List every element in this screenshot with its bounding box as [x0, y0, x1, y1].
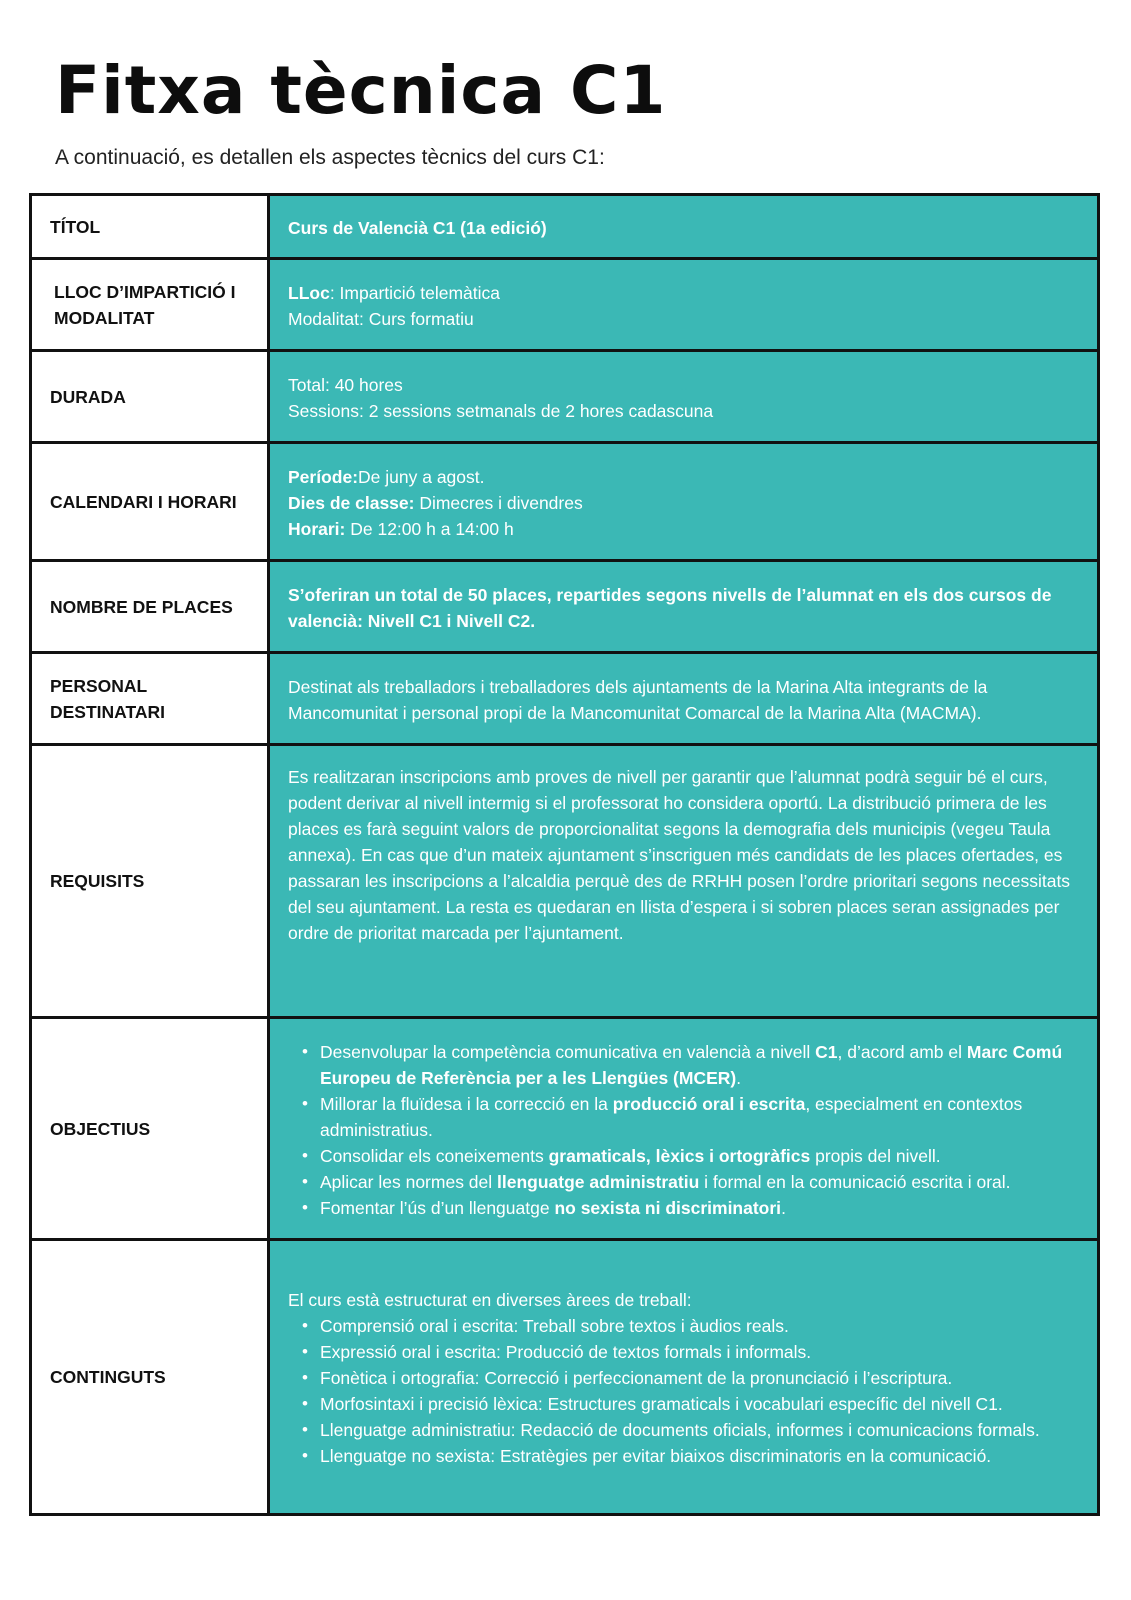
continguts-list [288, 1313, 1079, 1469]
list-item: • Desenvolupar la competència comunicativa en valencià a nivell C1, d’acord amb el Marc Comú Europeu de Referència per a les Llengües (MCER). [302, 1039, 1079, 1091]
row-value-lloc [270, 260, 1097, 349]
list-item: • Millorar la fluïdesa i la correcció en la producció oral i escrita, especialment en contextos administratius. [302, 1091, 1079, 1143]
row-value-requisits [270, 746, 1097, 1016]
row-personal [32, 654, 1097, 746]
list-item: • Expressió oral i escrita: Producció de textos formals i informals. [302, 1339, 1079, 1365]
row-value-durada [270, 352, 1097, 441]
list-item: • Llenguatge no sexista: Estratègies per evitar biaixos discriminatoris en la comunicació. [302, 1443, 1079, 1469]
continguts-intro: El curs està estructurat en diverses àrees de treball: [288, 1290, 692, 1310]
page-subtitle: A continuació, es detallen els aspectes tècnics del curs C1: [55, 146, 605, 169]
periode-line [288, 464, 1079, 490]
requisits-text: Es realitzaran inscripcions amb proves de nivell per garantir que l’alumnat podrà seguir bé el curs, podent derivar al nivell intermig si el professorat ho considera oportú. La distribució primera de les places es farà seguint valors de proporcionalitat segons la demografia dels municipis (vegeu Taula annexa). En cas que d’un mateix ajuntament s’inscriguen més candidats de les places ofertades, es passaran les inscripcions a l’alcaldia perquè des de RRHH posen l’ordre prioritari segons necessitats del seu ajuntament. La resta es quedaran en llista d’espera i si sobren places seran assignades per ordre de prioritat marcada per l’ajuntament. [288, 767, 1071, 943]
durada-sessions: Sessions: 2 sessions setmanals de 2 hores cadascuna [288, 400, 714, 421]
list-item: • Consolidar els coneixements gramaticals, lèxics i ortogràfics propis del nivell. [302, 1143, 1079, 1169]
row-value-objectius [270, 1019, 1097, 1238]
row-label-continguts: CONTINGUTS [32, 1241, 270, 1513]
row-objectius [32, 1019, 1097, 1241]
list-item: • Fomentar l’ús d’un llenguatge no sexista ni discriminatori. [302, 1195, 1079, 1221]
lloc-value: : Impartició telemàtica [329, 282, 501, 303]
dies-line [288, 490, 1079, 516]
list-item: • Morfosintaxi i precisió lèxica: Estructures gramaticals i vocabulari específic del nivell C1. [302, 1391, 1079, 1417]
lloc-line [288, 280, 1079, 306]
personal-text: Destinat als treballadors i treballadores dels ajuntaments de la Marina Alta integrants de la Mancomunitat i personal propi de la Mancomunitat Comarcal de la Marina Alta (MACMA). [288, 676, 988, 723]
dies-key: Dies de classe: [288, 492, 415, 513]
row-label-titol: TÍTOL [32, 196, 270, 257]
row-label-requisits: REQUISITS [32, 746, 270, 1016]
row-value-continguts [270, 1241, 1097, 1513]
course-title: Curs de Valencià C1 (1a edició) [288, 217, 547, 238]
horari-key: Horari: [288, 518, 346, 539]
row-label-calendari: CALENDARI I HORARI [32, 444, 270, 559]
lloc-key: LLoc [288, 282, 330, 303]
page-title: Fitxa tècnica C1 [55, 52, 667, 129]
durada-total: Total: 40 hores [288, 374, 403, 395]
row-titol [32, 196, 1097, 260]
places-text: S’oferiran un total de 50 places, repartides segons nivells de l’alumnat en els dos cursos de valencià: Nivell C1 i Nivell C2. [288, 584, 1052, 631]
row-durada [32, 352, 1097, 444]
row-places [32, 562, 1097, 654]
row-calendari [32, 444, 1097, 562]
row-value-titol [270, 196, 1097, 257]
row-value-calendari [270, 444, 1097, 559]
objectius-list [288, 1039, 1079, 1221]
row-continguts [32, 1241, 1097, 1513]
row-lloc [32, 260, 1097, 352]
row-label-personal: PERSONAL DESTINATARI [32, 654, 270, 743]
row-label-places: NOMBRE DE PLACES [32, 562, 270, 651]
list-item: • Aplicar les normes del llenguatge administratiu i formal en la comunicació escrita i oral. [302, 1169, 1079, 1195]
list-item: • Llenguatge administratiu: Redacció de documents oficials, informes i comunicacions formals. [302, 1417, 1079, 1443]
row-label-durada: DURADA [32, 352, 270, 441]
dies-value: Dimecres i divendres [414, 492, 583, 513]
list-item: • Comprensió oral i escrita: Treball sobre textos i àudios reals. [302, 1313, 1079, 1339]
horari-line [288, 516, 1079, 542]
technical-sheet-table [29, 193, 1100, 1516]
horari-value: De 12:00 h a 14:00 h [345, 518, 514, 539]
row-label-objectius: OBJECTIUS [32, 1019, 270, 1238]
modalitat-line: Modalitat: Curs formatiu [288, 308, 474, 329]
row-label-lloc: LLOC D’IMPARTICIÓ I MODALITAT [32, 260, 270, 349]
row-requisits [32, 746, 1097, 1019]
periode-value: De juny a agost. [358, 466, 485, 487]
periode-key: Període: [288, 466, 359, 487]
list-item: • Fonètica i ortografia: Correcció i perfeccionament de la pronunciació i l’escriptura. [302, 1365, 1079, 1391]
row-value-personal [270, 654, 1097, 743]
row-value-places [270, 562, 1097, 651]
